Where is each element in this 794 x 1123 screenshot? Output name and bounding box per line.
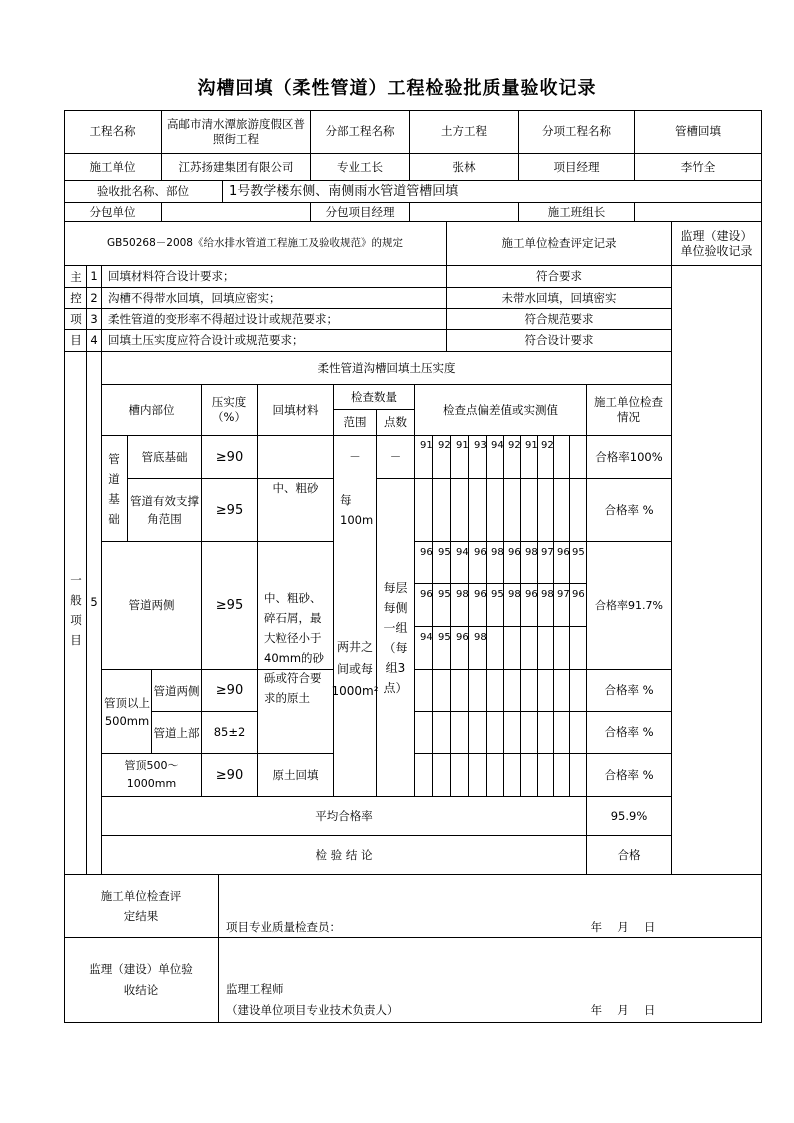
measure-cell: 93 (474, 440, 487, 451)
measure-cell: 96 (474, 547, 487, 558)
above-top-compaction: 85±2 (213, 725, 246, 739)
measure-cell: 92 (508, 440, 521, 451)
main-item-result: 未带水回填，回填密实 (501, 290, 617, 305)
team-leader-label: 施工班组长 (547, 204, 606, 219)
measure-cell: 96 (508, 547, 521, 558)
above-top-rate: 合格率 % (604, 725, 654, 739)
document-title: 沟槽回填（柔性管道）工程检验批质量验收记录 (197, 78, 597, 99)
measure-cell: 94 (420, 632, 433, 643)
measure-cell: 97 (557, 589, 570, 600)
measure-cell: 98 (541, 589, 554, 600)
above-sides-label: 管道两侧 (153, 683, 200, 698)
above-sides-compaction: ≥90 (215, 683, 244, 698)
supervisor-record-header: 监理（建设）单位验收记录 (680, 228, 753, 258)
base-support-compaction: ≥95 (215, 502, 244, 518)
measure-cell: 95 (491, 589, 504, 600)
contractor-result-label: 施工单位检查评定结果 (100, 889, 182, 923)
sub-project-value: 土方工程 (441, 124, 487, 138)
col-deviation: 检查点偏差值或实测值 (443, 402, 558, 417)
foreman-label: 专业工长 (337, 159, 383, 174)
above-label: 管顶以上500mm (104, 695, 150, 728)
pm-value: 李竹全 (680, 159, 716, 174)
project-name-label: 工程名称 (89, 124, 136, 138)
item-project-label: 分项工程名称 (542, 124, 611, 138)
measure-cell: 92 (438, 440, 451, 451)
measure-cell: 98 (491, 547, 504, 558)
tech-lead-label: （建设单位项目专业技术负责人） (226, 1002, 399, 1017)
engineer-label: 监理工程师 (226, 981, 284, 996)
range-wells: 两井之间或每1000m² (331, 640, 379, 698)
measure-cell: 95 (438, 589, 451, 600)
top-range-compaction: ≥90 (215, 767, 244, 783)
measure-cell: 98 (525, 547, 538, 558)
main-item-no: 4 (90, 333, 98, 347)
measure-cell: 95 (438, 547, 451, 558)
main-item-no: 1 (90, 269, 98, 283)
conclusion-label: 检 验 结 论 (315, 847, 373, 862)
pipe-base-label: 管道基础 (108, 451, 120, 526)
compaction-table-title: 柔性管道沟槽回填土压实度 (317, 360, 456, 375)
contractor-check-header: 施工单位检查评定记录 (501, 236, 617, 250)
subcontractor-label: 分包单位 (89, 204, 136, 219)
main-item-req: 回填土压实度应符合设计或规范要求； (108, 333, 304, 347)
conclusion-value: 合格 (617, 847, 641, 862)
measure-cell: 98 (456, 589, 469, 600)
main-item-req: 柔性管道的变形率不得超过设计或规范要求； (108, 311, 338, 326)
base-bottom-rate: 合格率100% (595, 449, 663, 464)
main-item-result: 符合规范要求 (524, 311, 594, 326)
above-top-label: 管道上部 (153, 725, 200, 740)
top-range-label: 管顶500～1000mm (124, 759, 179, 790)
measure-cell: 96 (525, 589, 538, 600)
base-bottom-label: 管底基础 (141, 449, 188, 464)
main-item-no: 2 (90, 290, 98, 305)
sides-material: 中、粗砂、碎石屑，最大粒径小于40mm的砂砾或符合要求的原土 (264, 590, 325, 705)
measure-cell: 95 (438, 632, 451, 643)
standard-reference: GB50268－2008《给水排水管道工程施工及验收规范》的规定 (107, 237, 403, 249)
measure-cell: 98 (508, 589, 521, 600)
points-desc: 每层每侧一组（每组3点） (383, 580, 408, 695)
measure-cell: 92 (541, 440, 554, 451)
supervisor-result-label: 监理（建设）单位验收结论 (89, 962, 193, 997)
contractor-value: 江苏扬建集团有限公司 (178, 159, 294, 174)
top-range-material: 原土回填 (272, 767, 319, 782)
batch-label: 验收批名称、部位 (97, 184, 189, 198)
measure-cell: 95 (572, 547, 585, 558)
measure-cell: 97 (541, 547, 554, 558)
col-range: 范围 (343, 415, 367, 429)
main-item-req: 回填材料符合设计要求； (108, 269, 235, 283)
base-support-label: 管道有效支撑角范围 (130, 494, 199, 526)
measure-cell: 96 (456, 632, 469, 643)
above-sides-rate: 合格率 % (604, 683, 654, 697)
measure-cell: 91 (420, 440, 433, 451)
contractor-label: 施工单位 (89, 159, 136, 174)
col-check-count: 检查数量 (351, 389, 397, 404)
project-name-value: 高邮市清水潭旅游度假区普照街工程 (167, 116, 305, 146)
measure-cell: 91 (525, 440, 538, 451)
col-contractor: 施工单位检查情况 (594, 395, 663, 424)
batch-value: 1号教学楼东侧、南侧雨水管道管槽回填 (229, 184, 459, 199)
measure-cell: 96 (557, 547, 570, 558)
base-material: 中、粗砂 (272, 481, 319, 495)
measure-cell: 96 (420, 589, 433, 600)
main-item-result: 符合要求 (536, 269, 582, 283)
base-bottom-points: － (389, 449, 402, 464)
measure-cell: 96 (474, 589, 487, 600)
main-item-result: 符合设计要求 (524, 333, 594, 347)
sides-label: 管道两侧 (128, 598, 175, 612)
main-items-label: 主控项目 (70, 269, 82, 347)
col-compaction: 压实度（%） (211, 395, 247, 424)
general-items-label: 一般项目 (70, 573, 82, 647)
date-1: 年 月 日 (590, 919, 656, 934)
measure-cell: 96 (572, 589, 585, 600)
date-2: 年 月 日 (590, 1002, 656, 1017)
sub-project-label: 分部工程名称 (325, 124, 395, 138)
average-rate-value: 95.9% (610, 808, 648, 823)
inspector-label: 项目专业质量检查员： (226, 919, 341, 934)
general-item-no: 5 (90, 594, 98, 609)
foreman-value: 张林 (452, 159, 476, 174)
sub-pm-label: 分包项目经理 (325, 204, 395, 219)
col-part: 槽内部位 (128, 402, 175, 417)
measure-cell: 94 (456, 547, 469, 558)
main-item-req: 沟槽不得带水回填，回填应密实； (108, 290, 281, 305)
measure-cell: 96 (420, 547, 433, 558)
base-support-rate: 合格率 % (604, 502, 654, 517)
measure-cell: 94 (491, 440, 504, 451)
top-range-rate: 合格率 % (604, 767, 654, 782)
measure-cell: 91 (456, 440, 469, 451)
col-points: 点数 (384, 415, 407, 429)
range-each: 每100m (340, 493, 374, 527)
base-bottom-range: － (349, 449, 361, 464)
sides-compaction: ≥95 (215, 598, 244, 613)
item-project-value: 管槽回填 (675, 124, 721, 138)
base-bottom-compaction: ≥90 (215, 449, 244, 465)
measure-cell: 98 (474, 632, 487, 643)
col-material: 回填材料 (272, 402, 319, 417)
sides-rate: 合格率91.7% (595, 599, 663, 612)
main-item-no: 3 (90, 311, 98, 326)
pm-label: 项目经理 (553, 159, 600, 174)
average-rate-label: 平均合格率 (315, 808, 373, 823)
